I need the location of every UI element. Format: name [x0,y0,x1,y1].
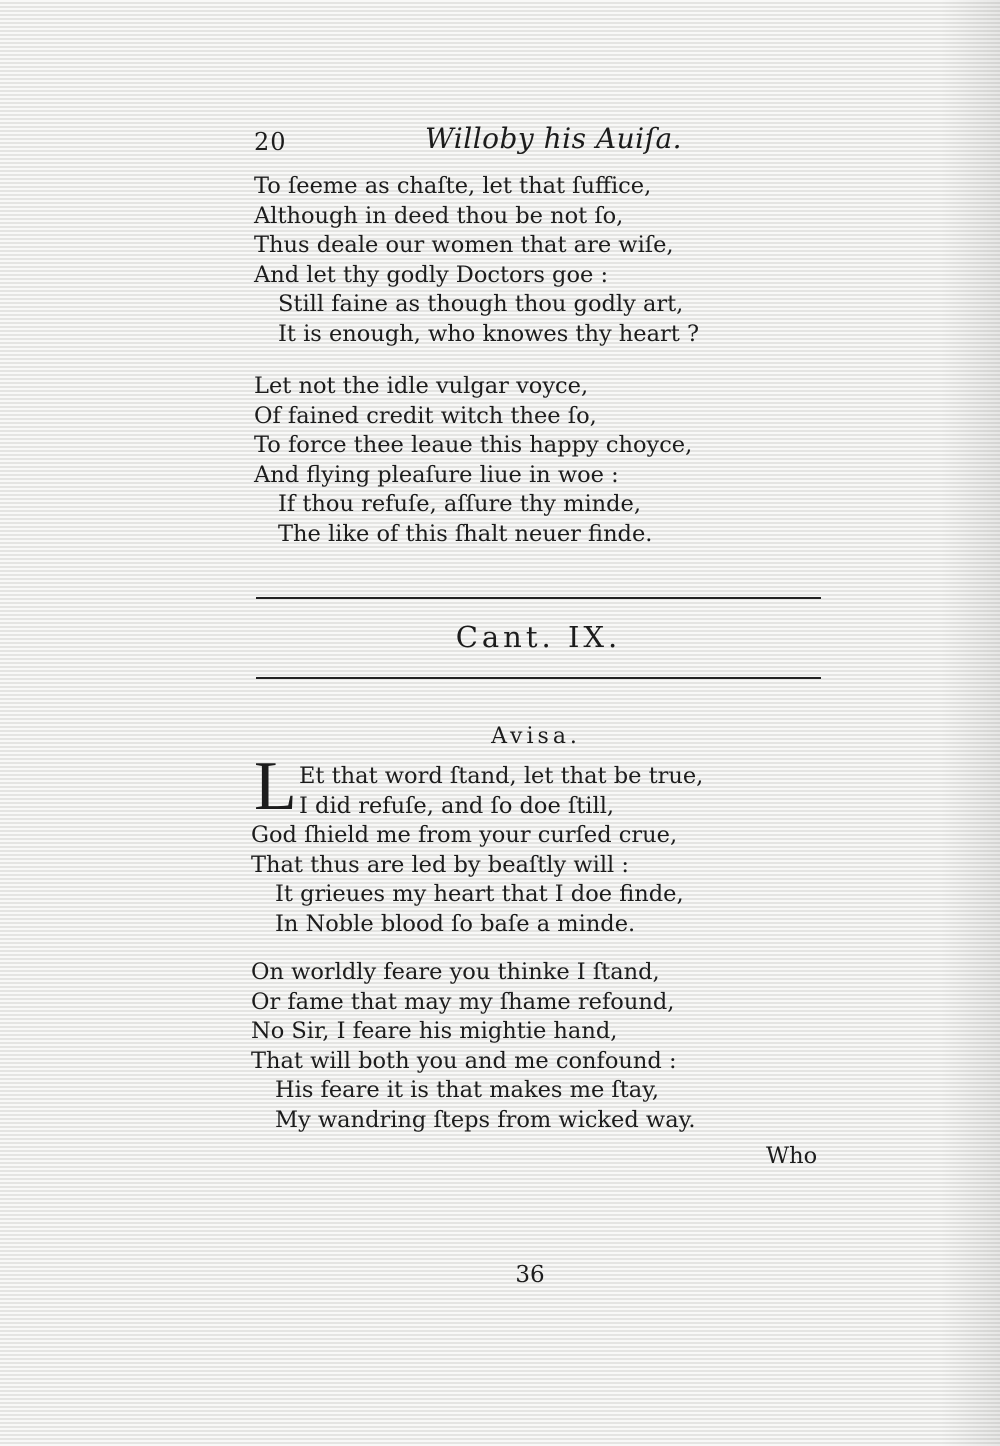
verse-line: Or fame that may my ſhame refound, [251,988,675,1015]
verse-line: On worldly feare you thinke I ſtand, [251,959,660,985]
verse-line: And let thy godly Doctors goe : [254,261,609,288]
verse-line: If thou refuſe, aſſure thy minde, [278,491,641,518]
rule-top [256,597,821,599]
drop-cap: L [254,748,297,825]
verse-line: It grieues my heart that I doe finde, [275,881,684,908]
running-header [0,120,1000,160]
verse-line: Although in deed thou be not ſo, [254,202,624,229]
verse-line: To force thee leaue this happy choyce, [254,432,693,459]
verse-line: In Noble blood ſo baſe a minde. [275,910,636,937]
verse-line: That thus are led by beaſtly will : [251,851,629,878]
verse-line: That will both you and me confound : [251,1047,677,1074]
verse-line: No Sir, I feare his mightie hand, [251,1018,618,1045]
stanza [251,821,684,939]
verse-line: To ſeeme as chaſte, let that ſuffice, [254,173,652,199]
canto-heading: Cant. IX. [455,620,622,654]
folio-number: 36 [515,1262,545,1288]
rule-bottom [256,677,821,679]
page-edge-shadow [940,0,1000,1446]
running-title: Willoby his Auiſa. [425,122,683,155]
stanza [254,372,692,550]
stanza [254,172,699,350]
speaker-heading: Avisa. [491,724,581,749]
verse-line: Of fained credit witch thee ſo, [254,402,597,429]
verse-line: Let not the idle vulgar voyce, [254,373,589,399]
verse-line: Thus deale our women that are wiſe, [254,232,674,259]
page-number: 20 [254,128,287,156]
verse-line: Et that word ſtand, let that be true, [299,763,704,789]
catchword: Who [766,1143,818,1169]
verse-line: The like of this ſhalt neuer finde. [278,520,653,547]
stanza-first-lines [299,762,703,821]
stanza [251,958,695,1136]
verse-line: And flying pleaſure liue in woe : [254,461,619,488]
verse-line: My wandring ſteps from wicked way. [275,1106,696,1133]
verse-line: I did refuſe, and ſo doe ſtill, [299,792,615,819]
verse-line: His feare it is that makes me ſtay, [275,1077,660,1104]
verse-line: God ſhield me from your curſed crue, [251,822,678,848]
verse-line: Still faine as though thou godly art, [278,291,684,318]
verse-line: It is enough, who knowes thy heart ? [278,320,700,347]
